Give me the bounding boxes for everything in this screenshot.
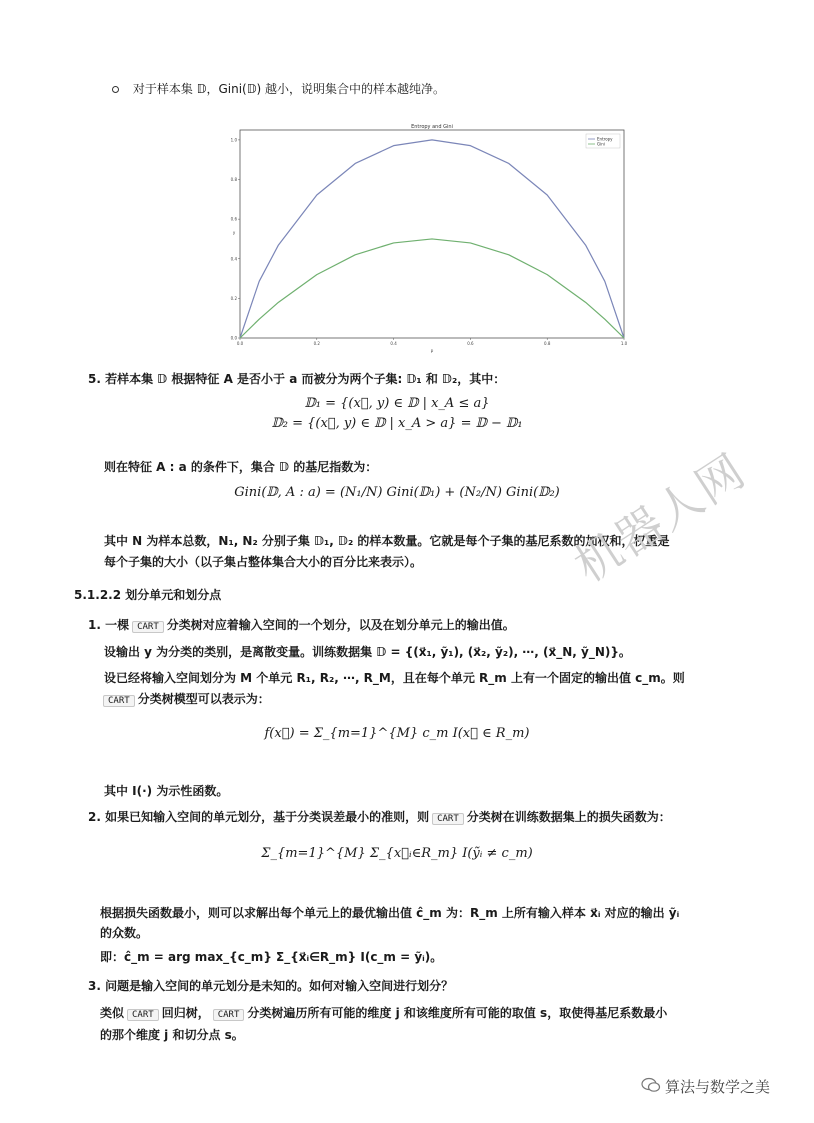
s1-line-c: 设已经将输入空间划分为 M 个单元 R₁, R₂, ⋯, R_M，且在每个单元 R_m 上有一个固定的输出值 c_m。则: [104, 671, 685, 685]
y-tick-label: 1.0: [230, 137, 237, 143]
s2-line-a-post: 分类树在训练数据集上的损失函数为：: [466, 810, 671, 824]
explain-line-2: 每个子集的大小（以子集占整体集合大小的百分比来表示）。: [104, 555, 423, 569]
x-tick-label: 0.2: [313, 341, 320, 346]
bullet-item: [112, 80, 445, 97]
x-tick-label: 0.4: [390, 341, 397, 346]
x-tick-label: 0.0: [236, 341, 244, 346]
s3-line-b: [100, 1004, 667, 1021]
equation-model: f(x⃗) = Σ_{m=1}^{M} c_m I(x⃗ ∈ R_m): [264, 726, 530, 741]
x-tick-label: 1.0: [620, 341, 628, 346]
s1-line-a-post: 分类树对应着输入空间的一个划分，以及在划分单元上的输出值。: [166, 618, 515, 632]
chart-svg: [230, 120, 632, 353]
brand-footer: [641, 1076, 770, 1097]
plot-frame: [240, 130, 624, 338]
explain-line-1: 其中 N 为样本总数，N₁, N₂ 分别子集 𝔻₁, 𝔻₂ 的样本数量。它就是每个子集的基尼系数的加权和，权重是: [104, 534, 670, 548]
bullet-text: 对于样本集 𝔻，Gini(𝔻) 越小，说明集合中的样本越纯净。: [132, 82, 446, 96]
s3-line-a: 3. 问题是输入空间的单元划分是未知的。如何对输入空间进行划分？: [88, 979, 454, 993]
bullet-circle-icon: [112, 86, 119, 93]
y-axis-label: y: [232, 230, 236, 235]
series-line-gini: [240, 239, 624, 338]
chart-title: Entropy and Gini: [411, 124, 453, 130]
s2-line-c: 的众数。: [100, 926, 149, 940]
s3-line-b-mid: 回归树，: [161, 1006, 210, 1020]
s2-line-b: 根据损失函数最小，则可以求解出每个单元上的最优输出值 ĉ_m 为：R_m 上所有输入样本 x⃗ᵢ 对应的输出 ỹᵢ: [100, 906, 680, 920]
y-tick-label: 0.0: [230, 335, 237, 341]
y-tick-label: 0.4: [230, 256, 237, 262]
x-axis-label: p: [430, 348, 434, 353]
cart-code-tag: CART: [127, 1009, 159, 1021]
s1-line-a: [88, 616, 515, 633]
cart-code-tag: CART: [432, 813, 464, 825]
equation-gini: Gini(𝔻, A : a) = (N₁/N) Gini(𝔻₁) + (N₂/N) Gini(𝔻₂): [234, 485, 560, 500]
s1-line-d-post: 分类树模型可以表示为：: [137, 692, 270, 706]
watermark: 机器人网: [564, 442, 756, 593]
legend-label: Gini: [597, 141, 605, 147]
s3-line-c: 的那个维度 j 和切分点 s。: [100, 1028, 244, 1042]
x-tick-label: 0.6: [467, 341, 474, 346]
cart-code-tag: CART: [213, 1009, 245, 1021]
section-heading: 5.1.2.2 划分单元和划分点: [74, 588, 222, 602]
brand-text: 算法与数学之美: [664, 1078, 770, 1096]
s2-line-a: [88, 808, 671, 825]
s1-line-a-pre: 1. 一棵: [88, 618, 130, 632]
entropy-gini-chart: [230, 120, 632, 353]
s1-line-e: 其中 I(·) 为示性函数。: [104, 784, 229, 798]
gini-condition-text: 则在特征 A : a 的条件下，集合 𝔻 的基尼指数为：: [104, 460, 378, 474]
s2-line-a-pre: 2. 如果已知输入空间的单元划分，基于分类误差最小的准则，则: [88, 810, 430, 824]
wechat-icon: [641, 1077, 661, 1097]
x-tick-label: 0.8: [544, 341, 551, 346]
y-tick-label: 0.8: [230, 177, 237, 183]
equation-loss: Σ_{m=1}^{M} Σ_{x⃗ᵢ∈R_m} I(ỹᵢ ≠ c_m): [261, 846, 533, 861]
equation-d2: 𝔻₂ = {(x⃗, y) ∈ 𝔻 | x_A > a} = 𝔻 − 𝔻₁: [271, 416, 523, 431]
legend-label: Entropy: [597, 136, 613, 142]
equation-d1: 𝔻₁ = {(x⃗, y) ∈ 𝔻 | x_A ≤ a}: [304, 396, 490, 411]
y-tick-label: 0.6: [230, 216, 237, 222]
s1-line-b: 设输出 y 为分类的类别，是离散变量。训练数据集 𝔻 = {(x⃗₁, ỹ₁), (x⃗₂, ỹ₂), ⋯, (x⃗_N, ỹ_N)}。: [104, 645, 631, 659]
cart-code-tag: CART: [103, 695, 135, 707]
y-tick-label: 0.2: [230, 295, 237, 301]
s1-line-d: [100, 690, 270, 707]
s3-line-b-pre: 类似: [100, 1006, 125, 1020]
item5-intro: 5. 若样本集 𝔻 根据特征 A 是否小于 a 而被分为两个子集: 𝔻₁ 和 𝔻₂，其中：: [88, 372, 506, 386]
cart-code-tag: CART: [132, 621, 164, 633]
s2-line-d: 即：ĉ_m = arg max_{c_m} Σ_{x⃗ᵢ∈R_m} I(c_m = ỹᵢ)。: [100, 950, 443, 964]
s3-line-b-post: 分类树遍历所有可能的维度 j 和该维度所有可能的取值 s，取使得基尼系数最小: [247, 1006, 668, 1020]
